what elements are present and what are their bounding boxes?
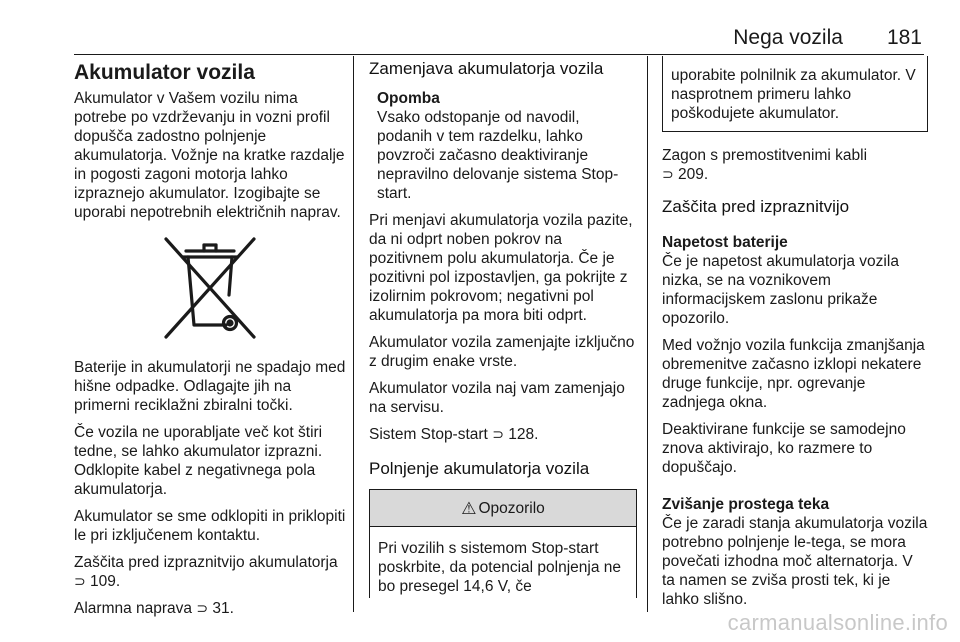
paragraph-disconnect: Akumulator se sme odklopiti in priklopiti le pri izključenem kontaktu. [74,508,346,544]
cross-reference-jump-start: Zagon s premostitvenimi kabli ⊃ 209. [662,147,868,183]
paragraph-low-voltage: Če je napetost akumulatorja vozila nizka, se na voznikovem informacijskem zaslonu prikaže opozorilo. [662,253,899,327]
column-3 [662,58,928,617]
heading-vehicle-battery: Akumulator vozila [74,61,255,84]
page-reference-icon: ⊃ [492,426,504,442]
warning-box-continued: uporabite polnilnik za akumulator. V nasprotnem primeru lahko poškodujete akumulator. [662,56,928,132]
subheading-idle-increase: Zvišanje prostega teka [662,496,830,513]
page-reference-icon: ⊃ [74,573,86,589]
page-number: 181 [886,26,922,49]
watermark: carmanualsonline.info [727,610,948,635]
paragraph-idle-increase: Če je zaradi stanja akumulatorja vozila potrebno polnjenje le-tega, se mora povečati izhodna moč alternatorja. V ta namen se zviša prosti tek, ki je lahko slišno. [662,515,928,608]
heading-battery-replacement: Zamenjava akumulatorja vozila [369,59,604,78]
running-header [733,26,922,50]
note-title: Opomba [377,90,440,107]
column-2 [369,58,637,598]
warning-box [369,489,637,598]
subheading-battery-voltage: Napetost baterije [662,234,788,251]
reference-page: 128. [508,426,539,443]
page-reference-icon: ⊃ [196,600,209,616]
reference-page: 109. [90,573,121,590]
paragraph-load-reduction: Med vožnjo vozila funkcija zmanjšanja obremenitve začasno izklopi nekatere druge funkcije, npr. ogrevanje zadnjega okna. [662,337,925,411]
paragraph-positive-terminal: Pri menjavi akumulatorja vozila pazite, da ni odprt noben pokrov na pozitivnem polu akumulatorja. Če je pozitivni pol izpostavljen, ga pokrijte z izolirnim pokrovom; negativni pol akumulatorja pa mora biti odprt. [369,212,633,324]
paragraph-storage: Če vozila ne uporabljate več kot štiri tedne, se lahko akumulator izprazni. Odklopite kabel z negativnega pola akumulatorja. [74,424,323,498]
cross-reference-discharge-protection: Zaščita pred izpraznitvijo akumulatorja ⊃ 109. [74,554,338,590]
paragraph-workshop: Akumulator vozila naj vam zamenjajo na servisu. [369,380,625,416]
header-rule [74,54,924,55]
warning-title: Opozorilo [478,499,545,517]
note-text: Vsako odstopanje od navodil, podanih v tem razdelku, lahko povzroči začasno deaktiviranje nepravilno delovanje sistema Stop-start. [377,109,619,202]
note-block [377,89,637,203]
crossed-bin-figure [74,230,346,348]
warning-text: Pri vozilih s sistemom Stop-start poskrbite, da potencial polnjenja ne bo presegel 14,6 V, če [378,540,622,595]
warning-header [370,490,636,527]
warning-triangle-icon: ⚠ [461,498,477,518]
paragraph-battery-intro: Akumulator v Vašem vozilu nima potrebe po vzdrževanju in vozni profil dopušča zadostno polnjenje akumulatorja. Vožnje na kratke razdalje in pogosti zagoni motorja lahko izpraznejo akumulator. Izogibajte se uporabi nepotrebnih električnih naprav. [74,90,345,221]
page-reference-icon: ⊃ [662,166,674,182]
column-1 [74,58,346,626]
heading-battery-charging: Polnjenje akumulatorja vozila [369,459,590,478]
reference-page: 209. [678,166,709,183]
paragraph-disposal: Baterije in akumulatorji ne spadajo med hišne odpadke. Odlagajte jih na primerni reciklažni zbiralni točki. [74,359,346,414]
section-title: Nega vozila [733,26,843,49]
crossed-out-wheelie-bin-icon [160,233,260,345]
column-divider-2 [647,56,648,612]
paragraph-reactivation: Deaktivirane funkcije se samodejno znova aktivirajo, ko razmere to dopuščajo. [662,421,906,476]
heading-discharge-protection: Zaščita pred izpraznitvijo [662,197,850,216]
column-divider-1 [353,56,354,612]
cross-reference-stop-start: Sistem Stop-start ⊃ 128. [369,426,539,443]
cross-reference-alarm: Alarmna naprava ⊃ 31. [74,600,234,617]
reference-page: 31. [212,600,234,617]
paragraph-same-type: Akumulator vozila zamenjajte izključno z drugim enake vrste. [369,334,635,370]
